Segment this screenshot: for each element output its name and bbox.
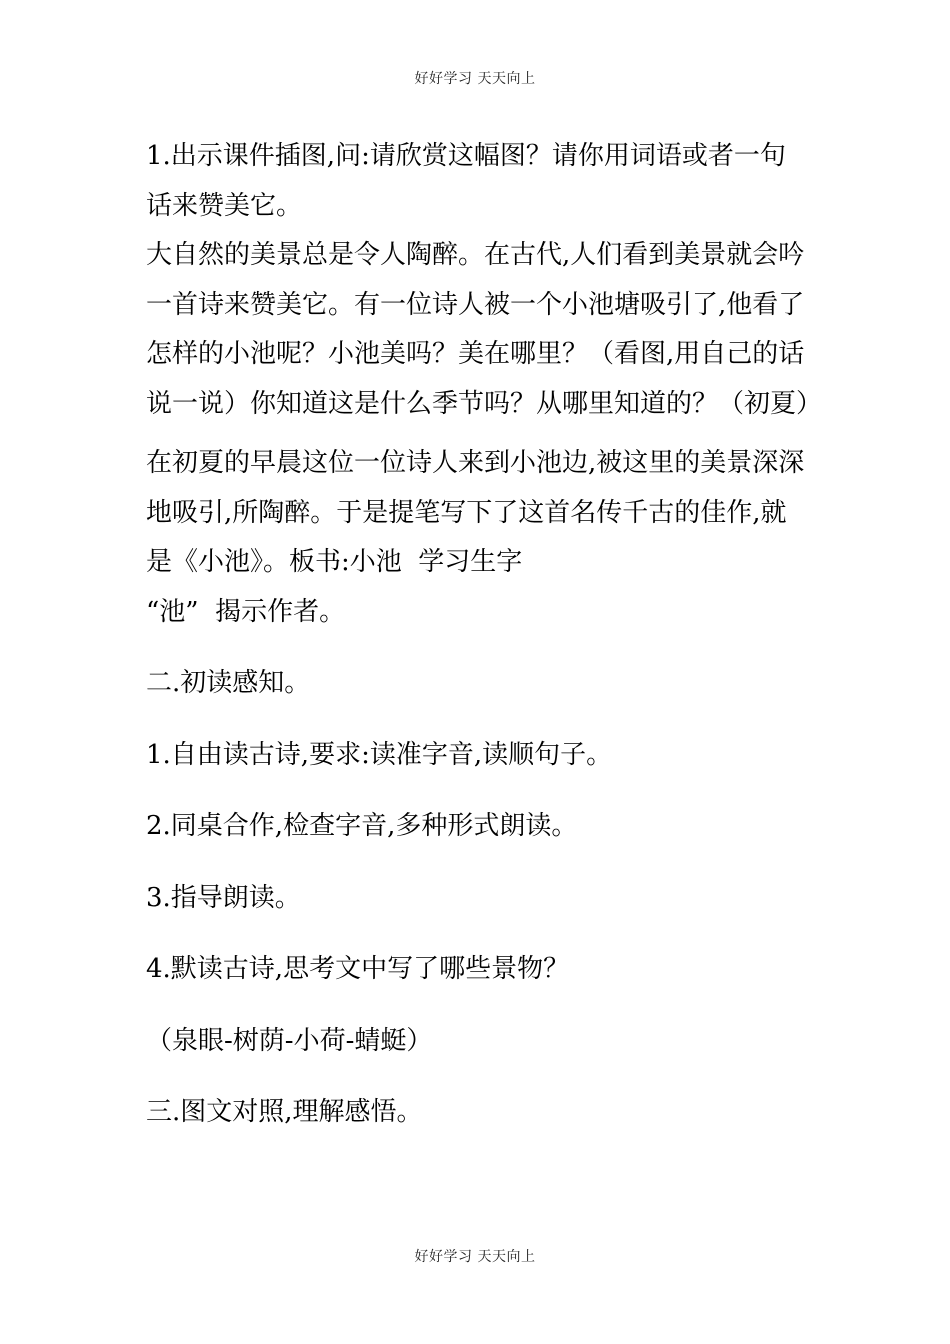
scenery-list: （泉眼-树荫-小荷-蜻蜓）: [146, 1025, 433, 1056]
section-heading-text-image: 三.图文对照,理解感悟。: [146, 1097, 423, 1127]
paragraph-nature-scenery: 大自然的美景总是令人陶醉。在古代,人们看到美景就会吟一首诗来赞美它。有一位诗人被一个小池塘吸引了,他看了怎样的小池呢？小池美吗？美在哪里？（看图,用自己的话说一说）你知道这是什么季节吗？从哪里知道的？（初夏）: [146, 240, 823, 419]
page-header: 好好学习 天天向上: [414, 71, 536, 87]
list-item-partner-check: 2.同桌合作,检查字音,多种形式朗读。: [146, 811, 578, 841]
document-body: [146, 132, 823, 1138]
list-item-free-reading: 1.自由读古诗,要求:读准字音,读顺句子。: [146, 739, 613, 770]
paragraph-poet-arrival: 在初夏的早晨这位一位诗人来到小池边,被这里的美景深深地吸引,所陶醉。于是提笔写下了这首名传千古的佳作,就是《小池》。板书:小池 学习生字 “池” 揭示作者。: [146, 448, 805, 627]
page-footer: 好好学习 天天向上: [414, 1249, 536, 1265]
section-heading-first-reading: 二.初读感知。: [146, 668, 311, 698]
paragraph-intro-question: 1.出示课件插图,问:请欣赏这幅图？请你用词语或者一句话来赞美它。: [146, 141, 786, 221]
list-item-guided-reading: 3.指导朗读。: [146, 882, 301, 913]
list-item-silent-reading: 4.默读古诗,思考文中写了哪些景物？: [146, 954, 570, 984]
